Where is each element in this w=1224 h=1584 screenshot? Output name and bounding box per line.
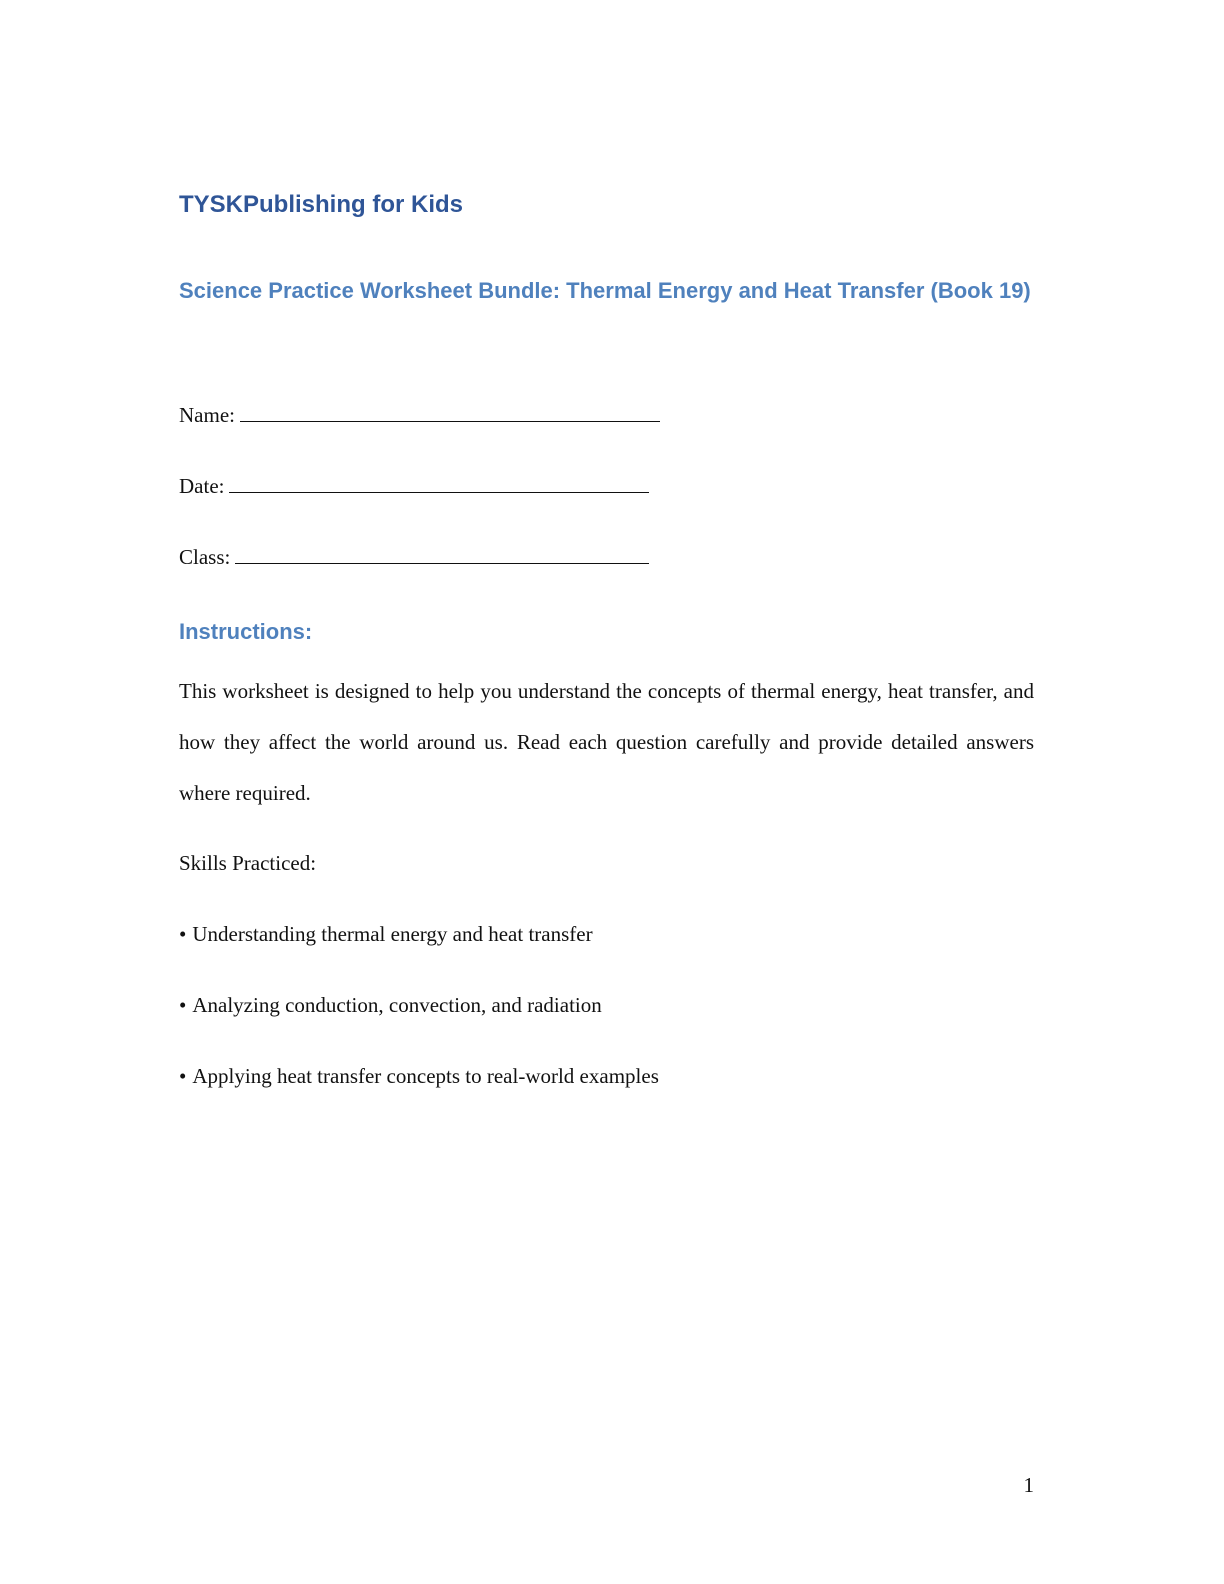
publisher-name: TYSKPublishing for Kids xyxy=(179,191,464,218)
name-label: Name: xyxy=(179,403,235,427)
skill-list-item xyxy=(179,1064,659,1089)
class-blank-line[interactable] xyxy=(235,546,649,564)
skill-list-item xyxy=(179,922,593,947)
skill-list-item xyxy=(179,993,602,1018)
bullet-icon: • xyxy=(179,993,187,1017)
date-field[interactable] xyxy=(179,474,649,499)
skill-text: Applying heat transfer concepts to real-world examples xyxy=(192,1064,659,1088)
name-field[interactable] xyxy=(179,403,660,428)
bullet-icon: • xyxy=(179,922,187,946)
class-label: Class: xyxy=(179,545,231,569)
name-blank-line[interactable] xyxy=(240,404,660,422)
instructions-heading: Instructions: xyxy=(179,619,313,644)
instructions-paragraph: This worksheet is designed to help you understand the concepts of thermal energy, heat transfer, and how they affect the world around us. Read each question carefully and provide detailed answers where required. xyxy=(179,679,1034,805)
class-field[interactable] xyxy=(179,545,649,570)
date-label: Date: xyxy=(179,474,225,498)
skills-heading: Skills Practiced: xyxy=(179,851,317,875)
skill-text: Understanding thermal energy and heat transfer xyxy=(192,922,593,946)
skill-text: Analyzing conduction, convection, and radiation xyxy=(192,993,602,1017)
page-number: 1 xyxy=(1023,1473,1034,1497)
date-blank-line[interactable] xyxy=(229,475,649,493)
bullet-icon: • xyxy=(179,1064,187,1088)
worksheet-title: Science Practice Worksheet Bundle: Thermal Energy and Heat Transfer (Book 19) xyxy=(179,278,1031,303)
